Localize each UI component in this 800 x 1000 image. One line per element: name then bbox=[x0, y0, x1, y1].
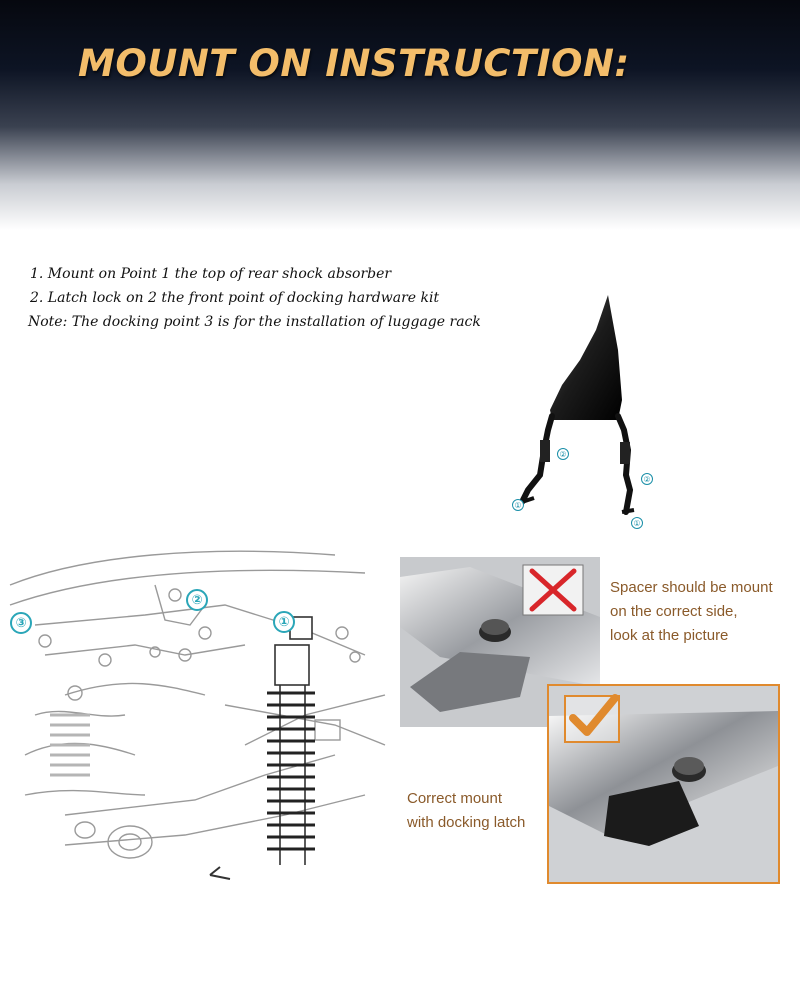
wrong-caption-line-2: on the correct side, bbox=[610, 603, 738, 620]
wrong-caption-line-1: Spacer should be mount bbox=[610, 579, 773, 596]
correct-caption-line-1: Correct mount bbox=[407, 790, 503, 807]
marker-2b-small: ② bbox=[641, 473, 653, 485]
page-title: MOUNT ON INSTRUCTION: bbox=[78, 42, 630, 85]
marker-2: ② bbox=[186, 589, 208, 611]
sissy-bar-illustration bbox=[500, 290, 670, 530]
wrong-mount-caption bbox=[610, 576, 773, 648]
correct-caption-line-2: with docking latch bbox=[407, 814, 526, 831]
marker-3: ③ bbox=[10, 612, 32, 634]
correct-mount-caption bbox=[407, 787, 525, 835]
instruction-step-2: 2. Latch lock on 2 the front point of docking hardware kit bbox=[30, 290, 440, 306]
marker-1-small: ① bbox=[512, 499, 524, 511]
marker-1b-small: ① bbox=[631, 517, 643, 529]
instruction-step-1: 1. Mount on Point 1 the top of rear shock absorber bbox=[30, 266, 392, 282]
marker-1: ① bbox=[273, 611, 295, 633]
wrong-caption-line-3: look at the picture bbox=[610, 627, 729, 644]
header-banner bbox=[0, 0, 800, 230]
instruction-list bbox=[28, 262, 481, 334]
marker-2-small: ② bbox=[557, 448, 569, 460]
instruction-note: Note: The docking point 3 is for the installation of luggage rack bbox=[28, 314, 481, 330]
correct-mount-photo bbox=[547, 684, 780, 884]
